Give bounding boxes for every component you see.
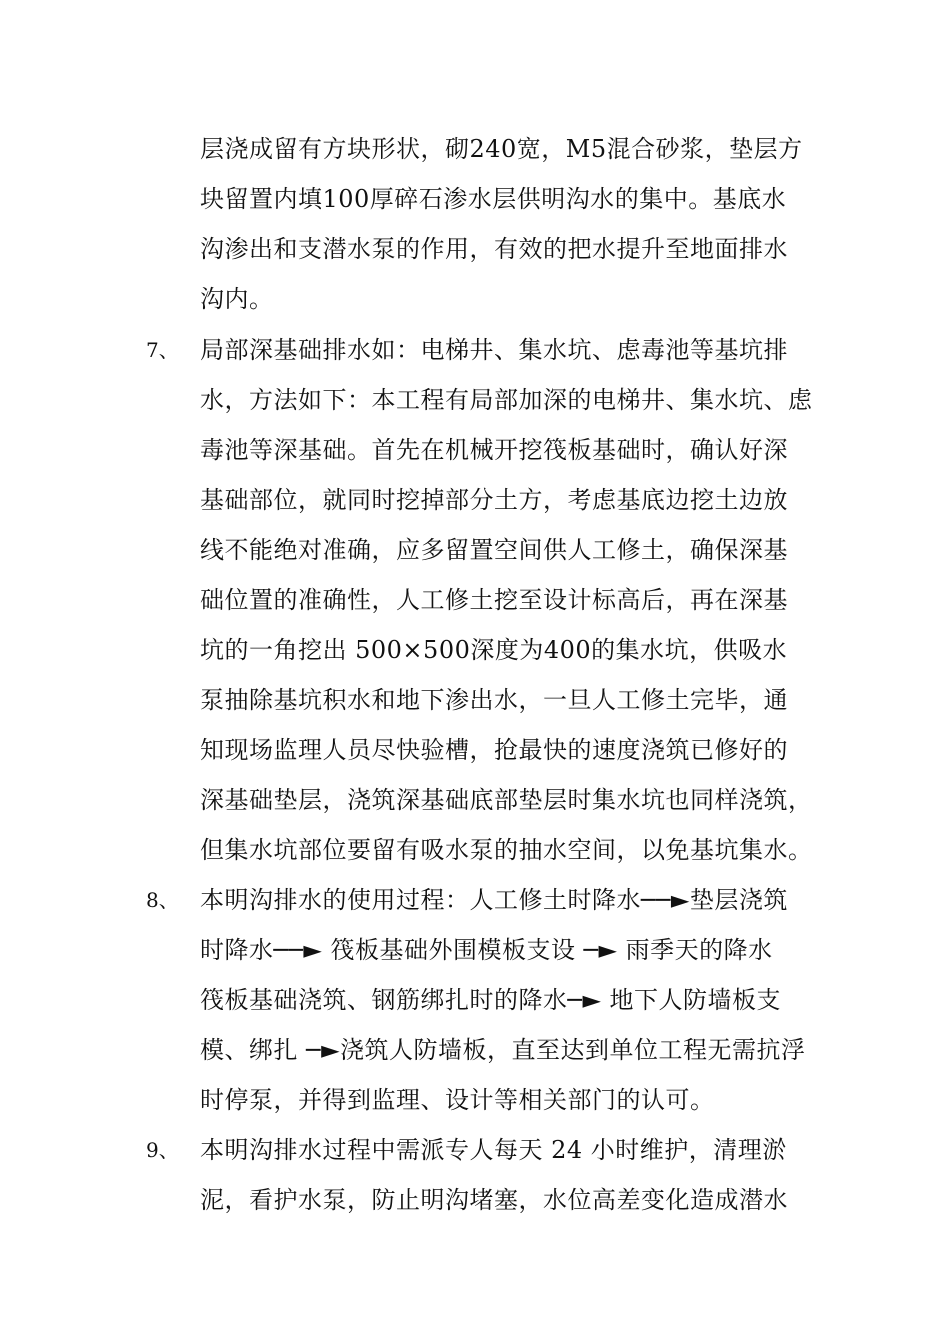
text-line: 但集水坑部位要留有吸水泵的抽水空间，以免基坑集水。 [200, 836, 813, 864]
text-line: 知现场监理人员尽快验槽，抢最快的速度浇筑已修好的 [200, 736, 788, 764]
text-line: 沟内。 [200, 285, 274, 313]
text-line: 时停泵，并得到监理、设计等相关部门的认可。 [200, 1086, 715, 1114]
text-line: 本明沟排水过程中需派专人每天 24 小时维护，清理淤 [200, 1136, 787, 1164]
text-line: 泥，看护水泵，防止明沟堵塞，水位高差变化造成潜水 [200, 1186, 788, 1214]
text-line: 基础部位，就同时挖掉部分土方，考虑基底边挖土边放 [200, 486, 788, 514]
text-line: 础位置的准确性，人工修土挖至设计标高后，再在深基 [200, 586, 788, 614]
text-line: 毒池等深基础。首先在机械开挖筏板基础时，确认好深 [200, 436, 788, 464]
text-line: 本明沟排水的使用过程：人工修土时降水──►垫层浇筑 [200, 886, 788, 914]
text-line: 模、绑扎 ─►浇筑人防墙板，直至达到单位工程无需抗浮 [200, 1036, 806, 1064]
text-line: 坑的一角挖出 500×500深度为400的集水坑，供吸水 [200, 636, 788, 664]
text-line: 深基础垫层，浇筑深基础底部垫层时集水坑也同样浇筑， [200, 786, 813, 814]
text-line: 沟渗出和支潜水泵的作用，有效的把水提升至地面排水 [200, 235, 788, 263]
list-number-9: 9、 [146, 1138, 179, 1162]
text-line: 时降水──► 筏板基础外围模板支设 ─► 雨季天的降水 [200, 936, 773, 964]
text-line: 水，方法如下：本工程有局部加深的电梯井、集水坑、虑 [200, 386, 813, 414]
text-line: 局部深基础排水如：电梯井、集水坑、虑毒池等基坑排 [200, 336, 788, 364]
list-number-8: 8、 [146, 888, 179, 912]
text-line: 筏板基础浇筑、钢筋绑扎时的降水─► 地下人防墙板支 [200, 986, 782, 1014]
text-line: 块留置内填100厚碎石渗水层供明沟水的集中。基底水 [200, 185, 787, 213]
list-number-7: 7、 [146, 338, 179, 362]
text-line: 泵抽除基坑积水和地下渗出水，一旦人工修土完毕，通 [200, 686, 788, 714]
text-line: 线不能绝对准确，应多留置空间供人工修土，确保深基 [200, 536, 788, 564]
text-line: 层浇成留有方块形状，砌240宽，M5混合砂浆，垫层方 [200, 135, 803, 163]
